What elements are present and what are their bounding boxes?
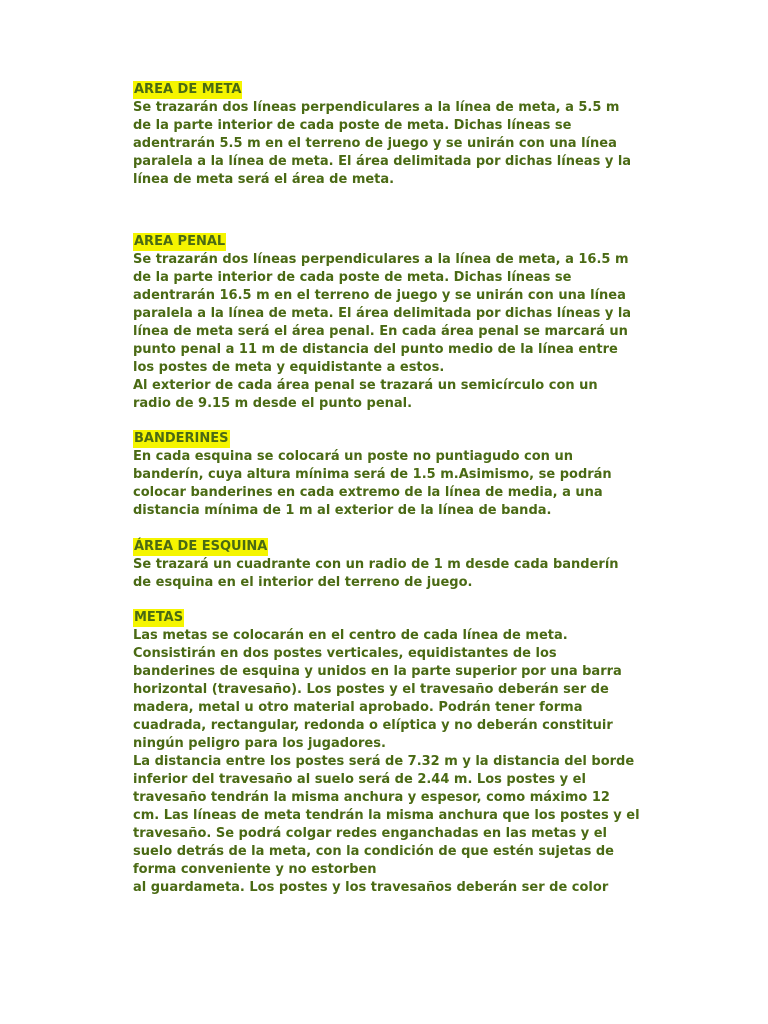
paragraph-line: radio de 9.15 m desde el punto penal. — [133, 396, 413, 411]
paragraph-line: de la parte interior de cada poste de meta. Dichas líneas se — [133, 270, 572, 285]
section-area-de-meta — [133, 81, 653, 189]
paragraph-line: adentrarán 5.5 m en el terreno de juego y se unirán con una línea — [133, 136, 617, 151]
paragraph-line: Se trazará un cuadrante con un radio de 1 m desde cada banderín — [133, 557, 619, 572]
paragraph-line: paralela a la línea de meta. El área delimitada por dichas líneas y la — [133, 154, 632, 169]
paragraph-line: Al exterior de cada área penal se trazará un semicírculo con un — [133, 378, 598, 393]
section-heading: AREA PENAL — [134, 234, 226, 249]
paragraph-line: línea de meta será el área penal. En cada área penal se marcará un — [133, 324, 628, 339]
document-page — [133, 81, 653, 897]
paragraph-line: los postes de meta y equidistante a estos. — [133, 360, 445, 375]
paragraph-line: distancia mínima de 1 m al exterior de la línea de banda. — [133, 503, 552, 518]
section-heading: BANDERINES — [134, 431, 229, 446]
paragraph-line: punto penal a 11 m de distancia del punto medio de la línea entre — [133, 342, 618, 357]
section-heading: AREA DE META — [134, 82, 242, 97]
section-area-penal — [133, 233, 653, 413]
paragraph-line: La distancia entre los postes será de 7.32 m y la distancia del borde — [133, 754, 635, 769]
paragraph-line: banderines de esquina y unidos en la parte superior por una barra — [133, 664, 622, 679]
paragraph-line: inferior del travesaño al suelo será de 2.44 m. Los postes y el — [133, 772, 586, 787]
paragraph-line: colocar banderines en cada extremo de la línea de media, a una — [133, 485, 603, 500]
paragraph-line: de esquina en el interior del terreno de juego. — [133, 575, 473, 590]
paragraph-line: horizontal (travesaño). Los postes y el travesaño deberán ser de — [133, 682, 609, 697]
paragraph-line: forma conveniente y no estorben — [133, 862, 377, 877]
paragraph-line: En cada esquina se colocará un poste no puntiagudo con un — [133, 449, 573, 464]
paragraph-line: suelo detrás de la meta, con la condición de que estén sujetas de — [133, 844, 614, 859]
paragraph-line: adentrarán 16.5 m en el terreno de juego y se unirán con una línea — [133, 288, 626, 303]
paragraph-line: cuadrada, rectangular, redonda o elíptica y no deberán constituir — [133, 718, 613, 733]
section-area-de-esquina — [133, 538, 653, 592]
paragraph-line: paralela a la línea de meta. El área delimitada por dichas líneas y la — [133, 306, 632, 321]
section-metas — [133, 609, 653, 897]
paragraph-line: travesaño tendrán la misma anchura y espesor, como máximo 12 — [133, 790, 610, 805]
paragraph-line: Se trazarán dos líneas perpendiculares a la línea de meta, a 5.5 m — [133, 100, 620, 115]
paragraph-line: madera, metal u otro material aprobado. Podrán tener forma — [133, 700, 583, 715]
paragraph-line: Se trazarán dos líneas perpendiculares a la línea de meta, a 16.5 m — [133, 252, 629, 267]
paragraph-line: cm. Las líneas de meta tendrán la misma anchura que los postes y el — [133, 808, 640, 823]
paragraph-line: Las metas se colocarán en el centro de cada línea de meta. — [133, 628, 568, 643]
paragraph-line: banderín, cuya altura mínima será de 1.5 m.Asimismo, se podrán — [133, 467, 612, 482]
section-heading: ÁREA DE ESQUINA — [134, 539, 268, 554]
paragraph-line: travesaño. Se podrá colgar redes enganchadas en las metas y el — [133, 826, 607, 841]
paragraph-line: ningún peligro para los jugadores. — [133, 736, 386, 751]
section-heading: METAS — [134, 610, 184, 625]
paragraph-line: línea de meta será el área de meta. — [133, 172, 395, 187]
section-banderines — [133, 430, 653, 520]
paragraph-line: de la parte interior de cada poste de meta. Dichas líneas se — [133, 118, 572, 133]
paragraph-line: al guardameta. Los postes y los travesaños deberán ser de color — [133, 880, 609, 895]
paragraph-line: Consistirán en dos postes verticales, equidistantes de los — [133, 646, 557, 661]
